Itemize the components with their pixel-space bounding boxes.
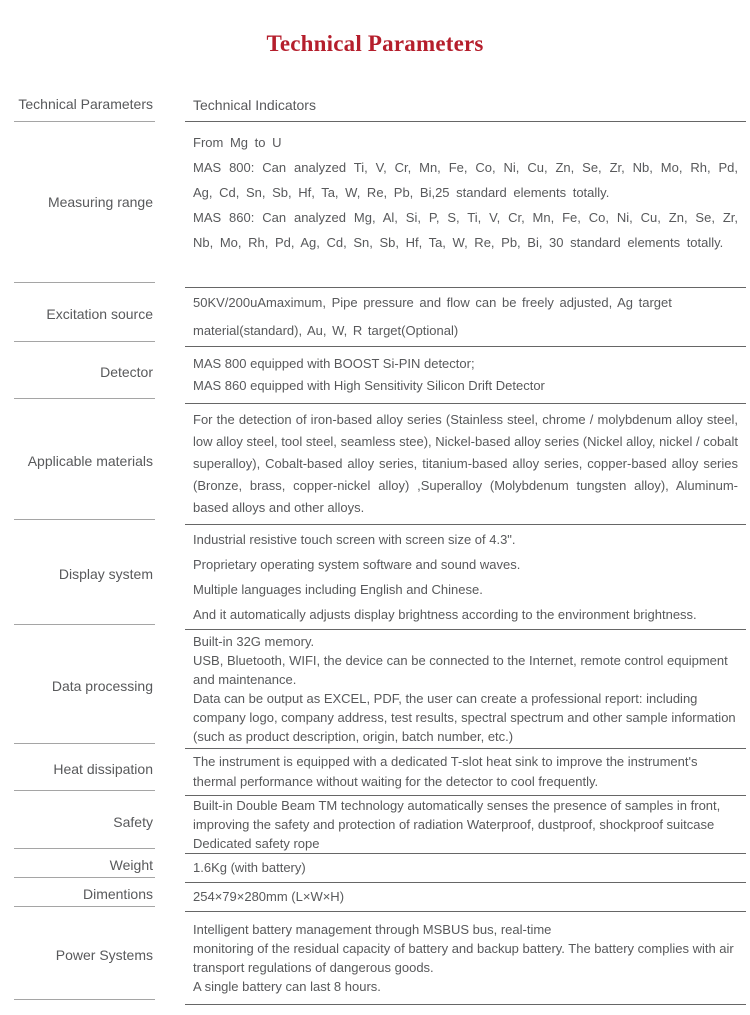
row-text: MAS 800 equipped with BOOST Si-PIN detector; (193, 356, 475, 371)
row-text: Built-in Double Beam TM technology automatically senses the presence of samples in front, improving the safety and protection of radiation Waterproof, dustproof, shockproof suitcase Dedicated safety rope (193, 798, 721, 851)
table-header-row (14, 91, 746, 122)
table-row (14, 122, 746, 288)
row-text: USB, Bluetooth, WIFI, the device can be connected to the Internet, remote control equipment and maintenance. (193, 653, 728, 687)
row-label: Display system (14, 525, 155, 625)
row-label: Weight (14, 854, 155, 878)
row-text: MAS 860: Can analyzed Mg, Al, Si, P, S, Ti, V, Cr, Mn, Fe, Co, Ni, Cu, Zn, Se, Zr, Nb, Mo, Rh, Pd, Ag, Cd, Sn, Sb, Hf, Ta, W, Re, Pb, Bi, 30 standard elements totally. (193, 210, 738, 250)
row-content (185, 630, 746, 749)
row-text: MAS 860 equipped with High Sensitivity Silicon Drift Detector (193, 378, 545, 393)
row-label: Power Systems (14, 912, 155, 1000)
row-content (185, 854, 746, 883)
row-content (185, 525, 746, 630)
row-label: Excitation source (14, 288, 155, 342)
row-text: Multiple languages including English and Chinese. (193, 582, 483, 597)
row-content (185, 347, 746, 404)
table-header-left: Technical Parameters (14, 91, 155, 122)
table-row (14, 796, 746, 854)
row-label: Data processing (14, 630, 155, 744)
row-text: 254×79×280mm (L×W×H) (193, 889, 345, 904)
table-row (14, 883, 746, 912)
table-row (14, 854, 746, 883)
row-text: 50KV/200uAmaximum, Pipe pressure and flow can be freely adjusted, Ag target material(standard), Au, W, R target(Optional) (193, 295, 672, 338)
row-text: 1.6Kg (with battery) (193, 860, 306, 875)
row-text: Proprietary operating system software and sound waves. (193, 557, 521, 572)
row-text: The instrument is equipped with a dedicated T-slot heat sink to improve the instrument's thermal performance without waiting for the detector to cool frequently. (193, 754, 698, 789)
row-text: From Mg to U (193, 135, 282, 150)
row-label: Measuring range (14, 122, 155, 283)
table-row (14, 912, 746, 1005)
row-text: MAS 800: Can analyzed Ti, V, Cr, Mn, Fe, Co, Ni, Cu, Zn, Se, Zr, Nb, Mo, Rh, Pd, Ag, Cd, Sn, Sb, Hf, Ta, W, Re, Pb, Bi,25 standard elements totally. (193, 160, 738, 200)
row-content (185, 404, 746, 525)
row-content (185, 883, 746, 912)
row-label: Heat dissipation (14, 749, 155, 791)
table-body (14, 122, 746, 1005)
table-row (14, 404, 746, 525)
table-row (14, 630, 746, 749)
page-title: Technical Parameters (266, 31, 484, 56)
table-row (14, 288, 746, 347)
row-text: monitoring of the residual capacity of battery and backup battery. The battery complies with air transport regulations of dangerous goods. (193, 941, 734, 975)
row-label: Safety (14, 796, 155, 849)
row-text: Intelligent battery management through MSBUS bus, real-time (193, 922, 552, 937)
row-text: A single battery can last 8 hours. (193, 979, 381, 994)
spec-table (14, 91, 746, 1005)
row-content (185, 796, 746, 854)
row-text: Industrial resistive touch screen with screen size of 4.3". (193, 532, 516, 547)
row-text: For the detection of iron-based alloy series (Stainless steel, chrome / molybdenum alloy steel, low alloy steel, tool steel, seamless stee), Nickel-based alloy series (Nickel alloy, nickel / cobalt superalloy), Cobalt-based alloy series, titanium-based alloy series, copper-based alloy series (Bronze, brass, copper-nickel alloy) ,Superalloy (Molybdenum tungsten alloy), Aluminum-based alloys and other alloys. (193, 412, 738, 515)
row-label: Applicable materials (14, 404, 155, 520)
row-content (185, 122, 746, 288)
row-text: Built-in 32G memory. (193, 634, 315, 649)
table-header-right: Technical Indicators (185, 91, 746, 122)
row-content (185, 288, 746, 347)
row-text: Data can be output as EXCEL, PDF, the user can create a professional report: including company logo, company address, test results, spectral spectrum and other sample information (such as product description, origin, batch number, etc.) (193, 691, 736, 744)
table-row (14, 525, 746, 630)
row-content (185, 912, 746, 1005)
table-row (14, 749, 746, 796)
table-row (14, 347, 746, 404)
row-text: And it automatically adjusts display brightness according to the environment brightness. (193, 607, 697, 622)
row-label: Detector (14, 347, 155, 399)
row-label: Dimentions (14, 883, 155, 907)
row-content (185, 749, 746, 796)
